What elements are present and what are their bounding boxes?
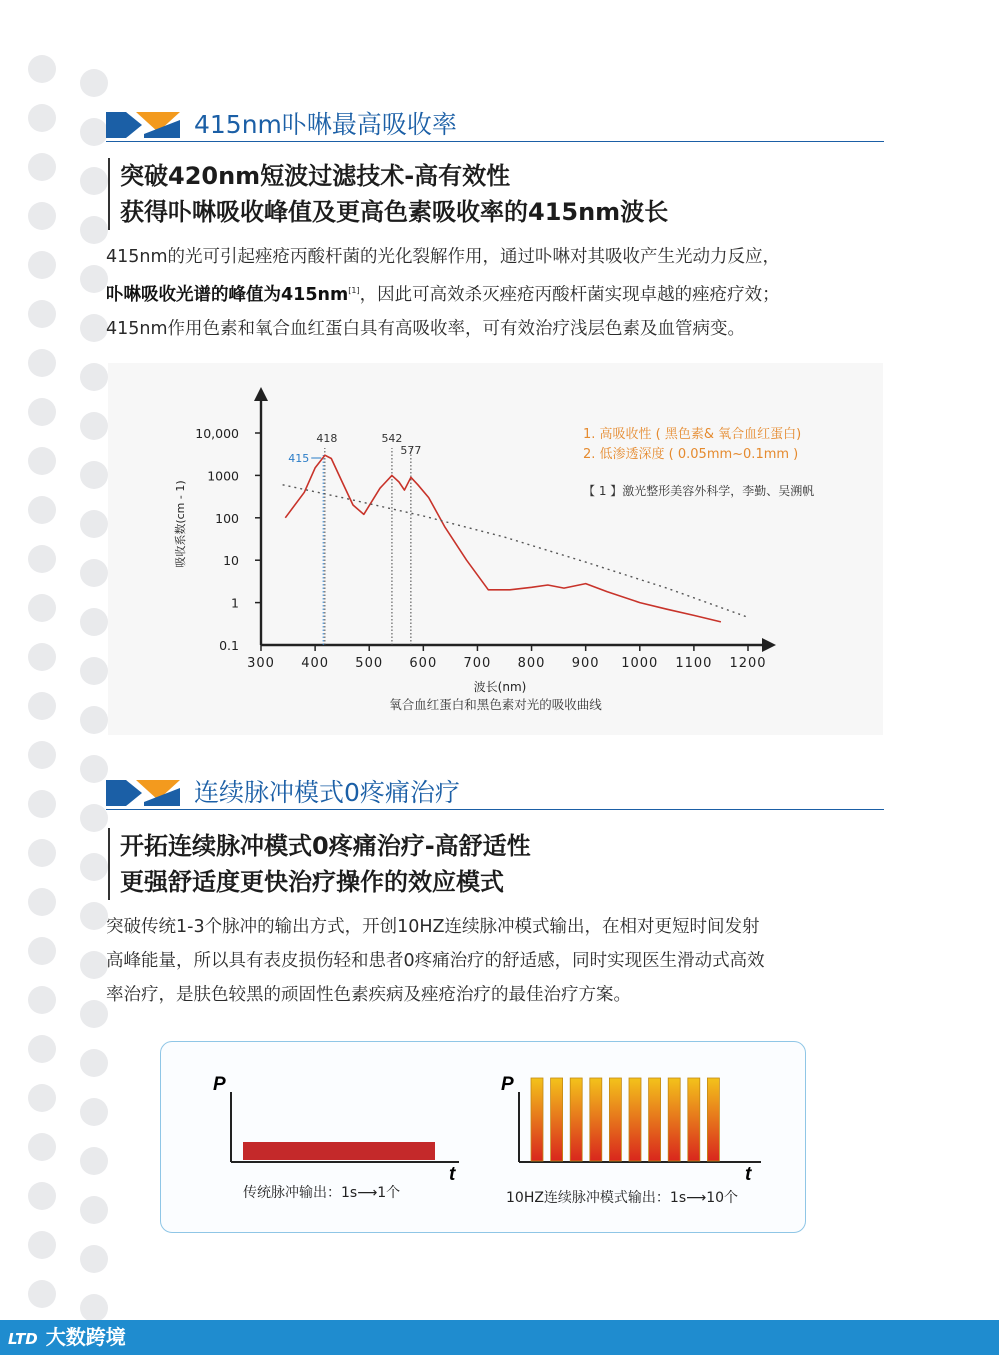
decorative-dot — [80, 853, 108, 881]
chart-note: 1. 高吸收性 ( 黑色素& 氧合血红蛋白) — [583, 427, 802, 442]
decorative-dot — [80, 1196, 108, 1224]
y-axis-label: 吸收系数(cm - 1) — [174, 480, 187, 568]
decorative-dot — [80, 314, 108, 342]
x-tick-label: 1200 — [729, 656, 767, 671]
subheading-line: 开拓连续脉冲模式0疼痛治疗-高舒适性 — [120, 832, 531, 860]
x-tick-label: 300 — [247, 656, 275, 671]
decorative-dot — [28, 398, 56, 426]
y-tick-label: 0.1 — [219, 638, 239, 653]
subheading-block-1 — [108, 158, 668, 230]
y-tick-label: 10 — [223, 553, 239, 569]
decorative-dot — [28, 1231, 56, 1259]
decorative-dot — [80, 265, 108, 293]
subheading-line: 获得卟啉吸收峰值及更高色素吸收率的415nm波长 — [120, 198, 669, 226]
peak-label-blue: 415 — [288, 452, 310, 465]
decorative-dot — [28, 1133, 56, 1161]
x-tick-label: 700 — [463, 656, 492, 671]
x-tick-label: 400 — [301, 656, 330, 671]
absorption-chart — [108, 363, 883, 735]
traditional-pulse-bar — [243, 1142, 435, 1160]
decorative-dot — [80, 608, 108, 636]
y-tick-label: 1000 — [207, 468, 239, 484]
decorative-dot — [80, 510, 108, 538]
decorative-dot — [28, 741, 56, 769]
decorative-dot — [28, 1035, 56, 1063]
decorative-dot — [80, 461, 108, 489]
decorative-dot — [28, 496, 56, 524]
x-tick-label: 1100 — [675, 656, 713, 671]
decorative-dot — [28, 447, 56, 475]
footer-logo-text: 大数跨境 — [45, 1325, 126, 1349]
chart-caption: 氧合血红蛋白和黑色素对光的吸收曲线 — [389, 697, 602, 712]
continuous-pulse-bar — [609, 1078, 621, 1161]
decorative-dot — [80, 1147, 108, 1175]
decorative-dot — [80, 706, 108, 734]
decorative-dot — [28, 937, 56, 965]
section-title: 415nm卟啉最高吸收率 — [194, 110, 457, 139]
paragraph-2 — [106, 910, 886, 1012]
left-t-label: t — [449, 1164, 456, 1185]
right-t-label: t — [745, 1164, 752, 1185]
decorative-dot — [80, 1245, 108, 1273]
x-tick-label: 600 — [409, 656, 438, 671]
paragraph-line-rest: ，因此可高效杀灭痤疮丙酸杆菌实现卓越的痤疮疗效； — [359, 284, 780, 305]
decorative-dot — [28, 153, 56, 181]
left-p-label: P — [213, 1074, 226, 1095]
subheading-line: 更强舒适度更快治疗操作的效应模式 — [120, 868, 504, 896]
paragraph-line: 率治疗，是肤色较黑的顽固性色素疾病及痤疮治疗的最佳治疗方案。 — [106, 985, 631, 1005]
citation-marker: [1] — [348, 286, 360, 295]
subheading-line: 突破420nm短波过滤技术-高有效性 — [120, 162, 511, 190]
pulse-comparison-diagram — [160, 1041, 806, 1233]
decorative-dot — [80, 363, 108, 391]
continuous-pulse-bar — [590, 1078, 602, 1161]
x-axis-label: 波长(nm) — [473, 680, 527, 694]
section-header-2 — [106, 776, 884, 810]
chart-canvas — [108, 363, 883, 735]
decorative-dot — [80, 216, 108, 244]
decorative-dot — [28, 594, 56, 622]
brand-logo-icon — [106, 780, 180, 806]
peak-label: 542 — [381, 432, 403, 445]
y-axis-arrow — [254, 387, 268, 401]
decorative-dot — [80, 167, 108, 195]
chart-note: 2. 低渗透深度 ( 0.05mm~0.1mm ) — [583, 447, 799, 462]
y-tick-label: 10,000 — [195, 426, 239, 441]
decorative-dot — [80, 1294, 108, 1322]
paragraph-line: 高峰能量，所以具有表皮损伤轻和患者0疼痛治疗的舒适感，同时实现医生滑动式高效 — [106, 951, 765, 971]
decorative-dot — [28, 986, 56, 1014]
continuous-pulse-bar — [629, 1078, 641, 1161]
decorative-dot — [28, 55, 56, 83]
paragraph-line: 突破传统1-3个脉冲的输出方式，开创10HZ连续脉冲模式输出，在相对更短时间发射 — [106, 917, 760, 937]
decorative-dot — [80, 412, 108, 440]
decorative-dot — [80, 902, 108, 930]
x-tick-label: 800 — [517, 656, 546, 671]
decorative-dot — [28, 251, 56, 279]
decorative-dot — [80, 804, 108, 832]
decorative-dot — [80, 755, 108, 783]
section-title: 连续脉冲模式0疼痛治疗 — [194, 778, 460, 807]
x-axis-arrow — [762, 638, 776, 652]
right-p-label: P — [501, 1074, 514, 1095]
footer-logo-mark: LTD — [8, 1330, 38, 1348]
continuous-pulse-bar — [570, 1078, 582, 1161]
peak-label: 418 — [316, 432, 338, 445]
bold-phrase: 卟啉吸收光谱的峰值为415nm — [106, 284, 349, 305]
decorative-dot — [80, 657, 108, 685]
decorative-dot — [28, 202, 56, 230]
y-tick-label: 100 — [215, 510, 239, 526]
decorative-dot — [80, 951, 108, 979]
chart-notes — [583, 425, 814, 501]
decorative-dot — [80, 1049, 108, 1077]
subheading-block-2 — [108, 828, 531, 900]
decorative-dot — [28, 300, 56, 328]
x-tick-label: 500 — [355, 656, 384, 671]
decorative-dot — [28, 1084, 56, 1112]
continuous-pulse-bar — [707, 1078, 719, 1161]
decorative-dot — [28, 839, 56, 867]
peak-label: 577 — [400, 444, 422, 457]
decorative-dot — [80, 69, 108, 97]
footer-logo — [8, 1322, 126, 1353]
continuous-pulse-bar — [668, 1078, 680, 1161]
decorative-dot — [28, 790, 56, 818]
paragraph-1 — [106, 240, 886, 346]
footer-bar — [0, 1320, 999, 1355]
continuous-pulse-bar — [649, 1078, 661, 1161]
decorative-dot — [28, 349, 56, 377]
paragraph-line: 415nm的光可引起痤疮丙酸杆菌的光化裂解作用，通过卟啉对其吸收产生光动力反应， — [106, 247, 781, 267]
decorative-dot — [28, 545, 56, 573]
decorative-dot — [28, 1280, 56, 1308]
continuous-pulse-bar — [531, 1078, 543, 1161]
traditional-pulse-caption: 传统脉冲输出：1s⟶1个 — [243, 1185, 401, 1201]
continuous-pulse-bar — [688, 1078, 700, 1161]
decorative-dot — [80, 559, 108, 587]
decorative-dot — [80, 118, 108, 146]
paragraph-line: 415nm作用色素和氧合血红蛋白具有高吸收率，可有效治疗浅层色素及血管病变。 — [106, 318, 746, 339]
decorative-dot — [28, 1182, 56, 1210]
x-tick-label: 900 — [571, 656, 600, 671]
continuous-pulse-caption: 10HZ连续脉冲模式输出：1s⟶10个 — [506, 1190, 739, 1206]
section-header-1 — [106, 108, 884, 142]
brand-logo-icon — [106, 112, 180, 138]
decorative-dot — [28, 888, 56, 916]
decorative-dot — [80, 1000, 108, 1028]
decorative-dot — [28, 643, 56, 671]
decorative-dot — [28, 692, 56, 720]
x-tick-label: 1000 — [621, 656, 659, 671]
chart-reference: 【 1 】激光整形美容外科学，李勤、吴溯帆 — [583, 484, 815, 498]
decorative-dot — [80, 1098, 108, 1126]
continuous-pulse-bar — [551, 1078, 563, 1161]
decorative-dot — [28, 104, 56, 132]
y-tick-label: 1 — [231, 595, 239, 611]
paragraph-line-2 — [106, 274, 886, 312]
